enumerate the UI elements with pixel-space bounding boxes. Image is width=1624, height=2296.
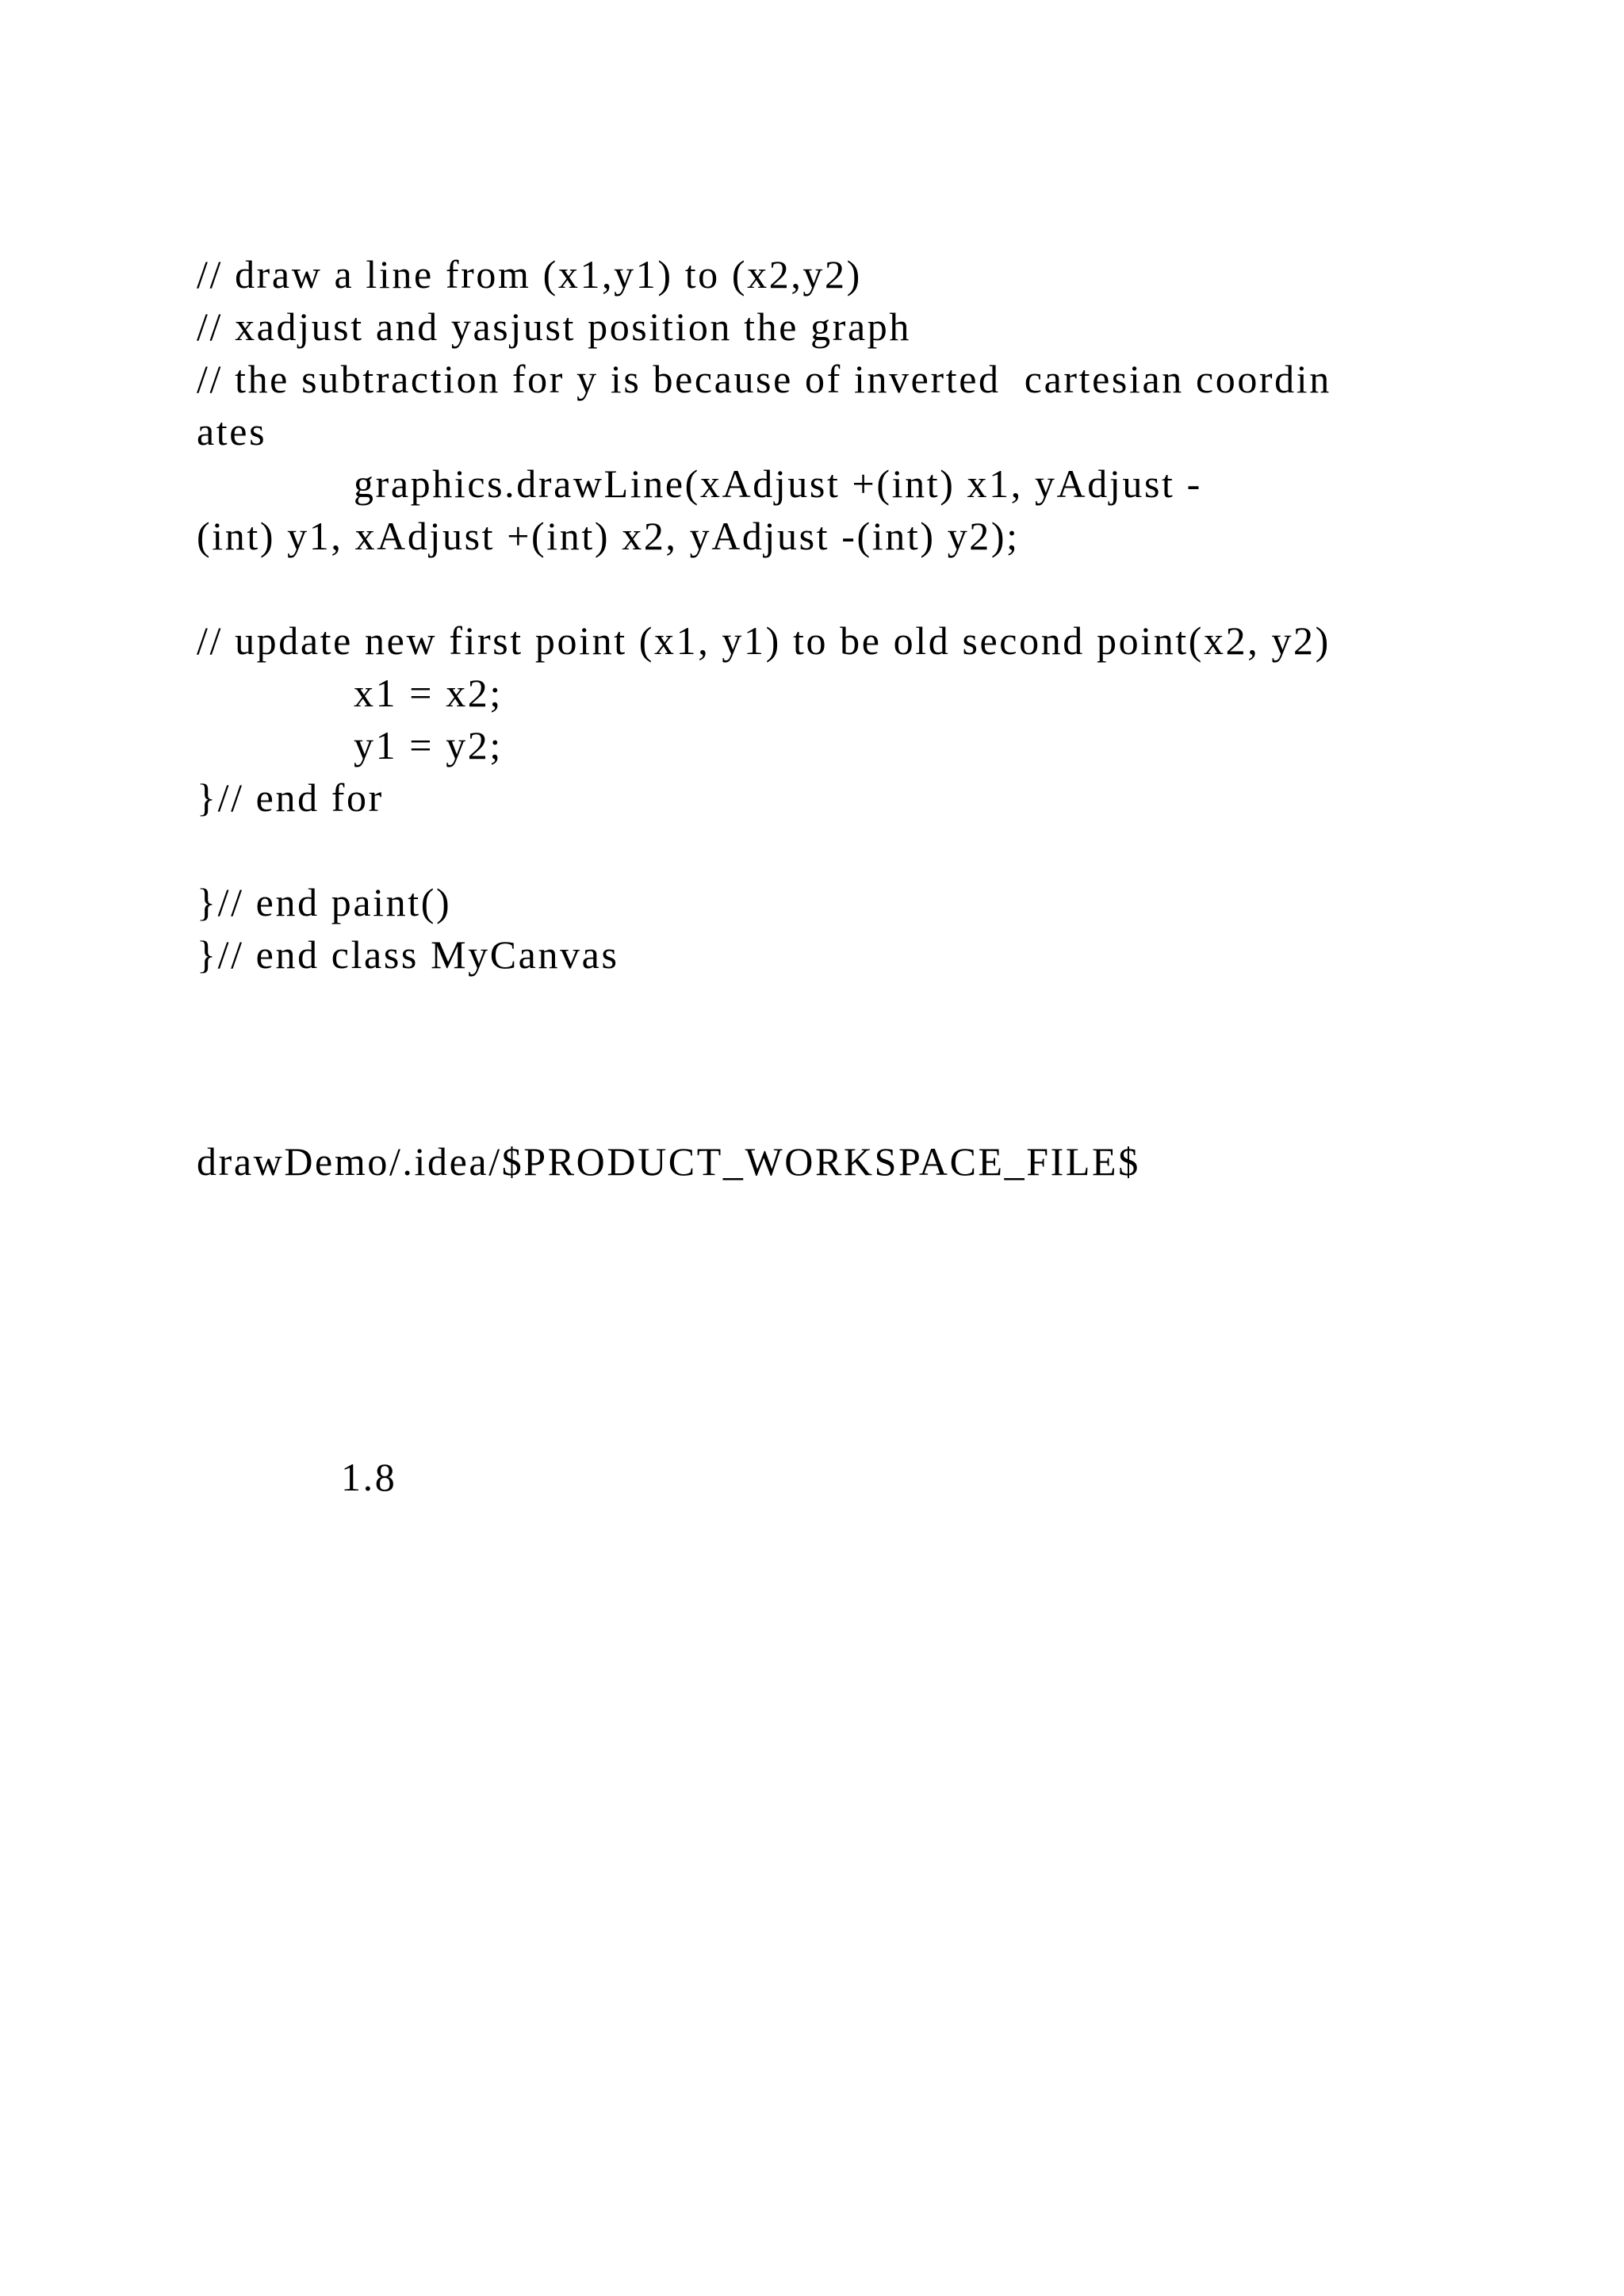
blank-line (197, 824, 1434, 876)
code-comment-line: // update new first point (x1, y1) to be old second point(x2, y2) (197, 618, 1331, 663)
code-closing-brace-line: }// end for (197, 775, 384, 820)
code-listing (197, 248, 1434, 981)
code-comment-line: // xadjust and yasjust position the graph (197, 304, 911, 349)
file-path-text: drawDemo/.idea/$PRODUCT_WORKSPACE_FILE$ (197, 1139, 1140, 1184)
code-closing-brace-line: }// end class MyCanvas (197, 932, 619, 977)
code-comment-continuation: ates (197, 409, 267, 453)
code-comment-line: // draw a line from (x1,y1) to (x2,y2) (197, 252, 862, 297)
code-comment-line: // the subtraction for y is because of inverted cartesian coordin (197, 357, 1331, 401)
code-statement-continuation: (int) y1, xAdjust +(int) x2, yAdjust -(int) y2); (197, 514, 1020, 558)
code-statement-line: x1 = x2; (354, 671, 503, 715)
code-statement-line: graphics.drawLine(xAdjust +(int) x1, yAdjust - (354, 461, 1202, 506)
code-statement-line: y1 = y2; (354, 723, 503, 767)
blank-line (197, 562, 1434, 614)
code-closing-brace-line: }// end paint() (197, 880, 452, 924)
version-text: 1.8 (341, 1455, 397, 1499)
